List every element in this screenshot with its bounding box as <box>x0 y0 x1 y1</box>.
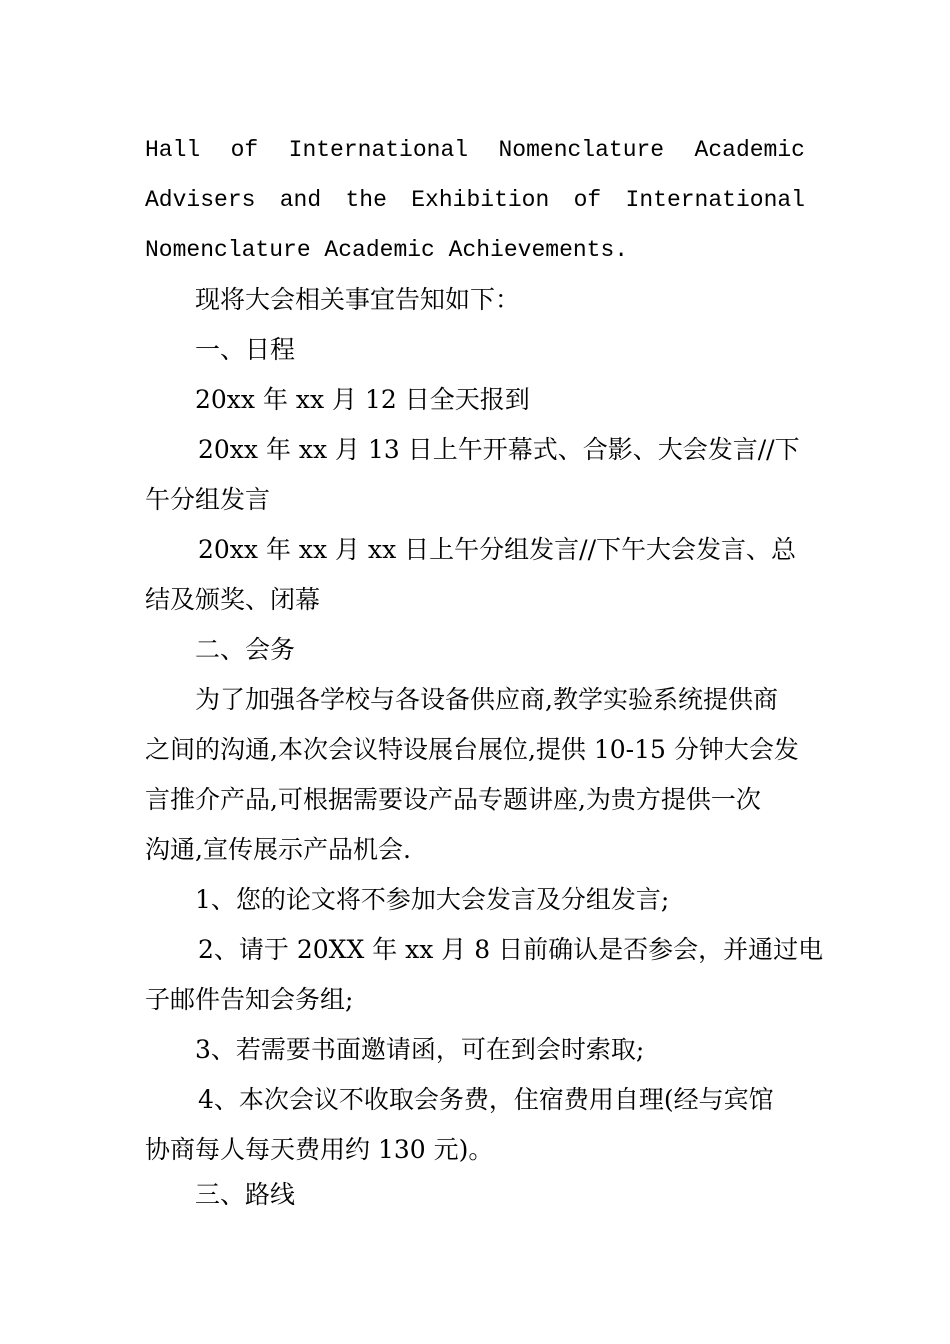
affairs-paragraph-line-2: 之间的沟通,本次会议特设展台展位,提供 10-15 分钟大会发 <box>145 735 799 764</box>
intro-paragraph: 现将大会相关事宜告知如下： <box>195 285 521 314</box>
word: and <box>279 187 322 213</box>
word: of <box>230 137 259 163</box>
affairs-item-2-line-2: 子邮件告知会务组; <box>145 985 354 1014</box>
word: Advisers <box>145 187 256 213</box>
english-line-1 <box>145 125 805 175</box>
schedule-day-3-line-2: 结及颁奖、闭幕 <box>145 585 321 614</box>
word: Academic <box>694 137 805 163</box>
word: International <box>625 187 805 213</box>
word: International <box>288 137 469 163</box>
affairs-item-1: 1、您的论文将不参加大会发言及分组发言; <box>195 885 670 914</box>
section-heading-schedule: 一、日程 <box>195 335 296 364</box>
schedule-day-2-line-1: 20xx 年 xx 月 13 日上午开幕式、合影、大会发言//下 <box>198 435 800 464</box>
schedule-day-2-line-2: 午分组发言 <box>145 485 271 514</box>
word: the <box>345 187 387 213</box>
affairs-item-2-line-1: 2、请于 20XX 年 xx 月 8 日前确认是否参会，并通过电 <box>198 935 824 964</box>
affairs-item-4-line-2: 协商每人每天费用约 130 元)。 <box>145 1135 494 1164</box>
english-line-3: Nomenclature Academic Achievements. <box>145 237 629 263</box>
affairs-paragraph-line-4: 沟通,宣传展示产品机会. <box>145 835 411 864</box>
affairs-paragraph-line-1: 为了加强各学校与各设备供应商,教学实验系统提供商 <box>195 685 778 714</box>
section-heading-route: 三、路线 <box>195 1180 296 1209</box>
section-heading-affairs: 二、会务 <box>195 635 296 664</box>
affairs-paragraph-line-3: 言推介产品,可根据需要设产品专题讲座,为贵方提供一次 <box>145 785 761 814</box>
affairs-item-3: 3、若需要书面邀请函，可在到会时索取; <box>195 1035 645 1064</box>
affairs-item-4-line-1: 4、本次会议不收取会务费，住宿费用自理(经与宾馆 <box>198 1085 774 1114</box>
english-line-2 <box>145 175 805 225</box>
word: of <box>573 187 602 213</box>
word: Nomenclature <box>498 137 665 163</box>
schedule-day-1: 20xx 年 xx 月 12 日全天报到 <box>195 385 530 414</box>
schedule-day-3-line-1: 20xx 年 xx 月 xx 日上午分组发言//下午大会发言、总 <box>198 535 796 564</box>
word: Hall <box>145 137 201 163</box>
word: Exhibition <box>411 187 550 213</box>
